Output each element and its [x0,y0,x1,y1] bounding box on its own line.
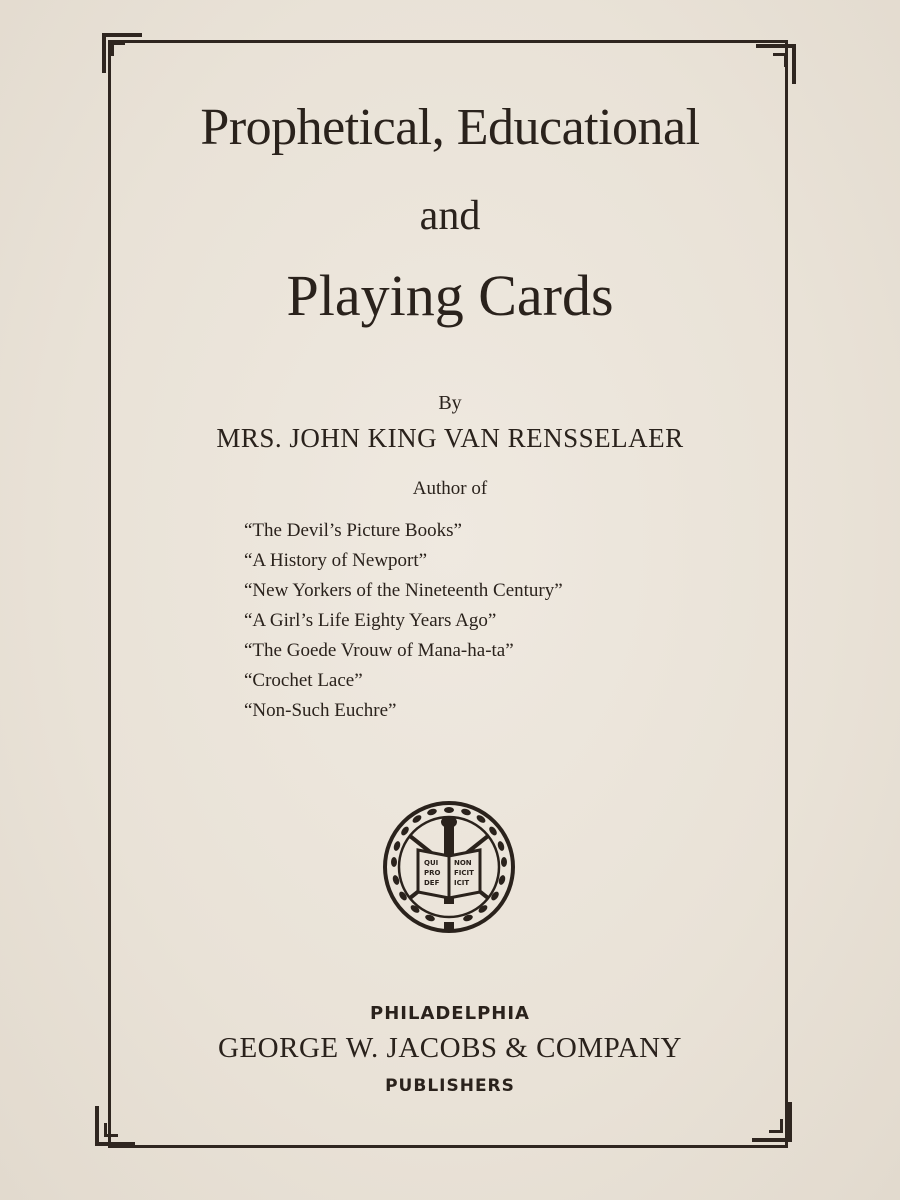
publisher-seal-icon [380,798,518,936]
border-corner-ornament [95,1106,135,1146]
imprint-role: PUBLISHERS [385,1076,515,1096]
works-list-item: “New Yorkers of the Nineteenth Century” [244,580,563,601]
seal-text: DEF [424,879,440,887]
author-of-label: Author of [412,478,488,499]
works-list-item: “The Goede Vrouw of Mana-ha-ta” [244,640,514,661]
seal-text: FICIT [454,869,474,877]
imprint-place: PHILADELPHIA [370,1003,530,1024]
by-line: By [438,392,462,414]
works-list-item: “A Girl’s Life Eighty Years Ago” [244,610,497,631]
seal-text: ICIT [454,879,470,887]
seal-text: QUI [424,859,439,867]
border-corner-ornament [752,1102,792,1142]
works-list-item: “A History of Newport” [244,550,428,571]
works-list-item: “Crochet Lace” [244,670,363,691]
title-line-2: and [419,193,481,239]
works-list [244,516,563,726]
seal-text: PRO [424,869,441,877]
works-list-item: “The Devil’s Picture Books” [244,520,462,541]
title-line-1: Prophetical, Educational [200,99,700,156]
imprint-publisher: GEORGE W. JACOBS & COMPANY [218,1032,682,1064]
border-corner-ornament [102,33,142,73]
border-corner-ornament [756,44,796,84]
seal-text: NON [454,859,472,867]
works-list-item: “Non-Such Euchre” [244,700,397,721]
author-name: MRS. JOHN KING VAN RENSSELAER [216,423,684,453]
title-line-3: Playing Cards [286,263,614,328]
